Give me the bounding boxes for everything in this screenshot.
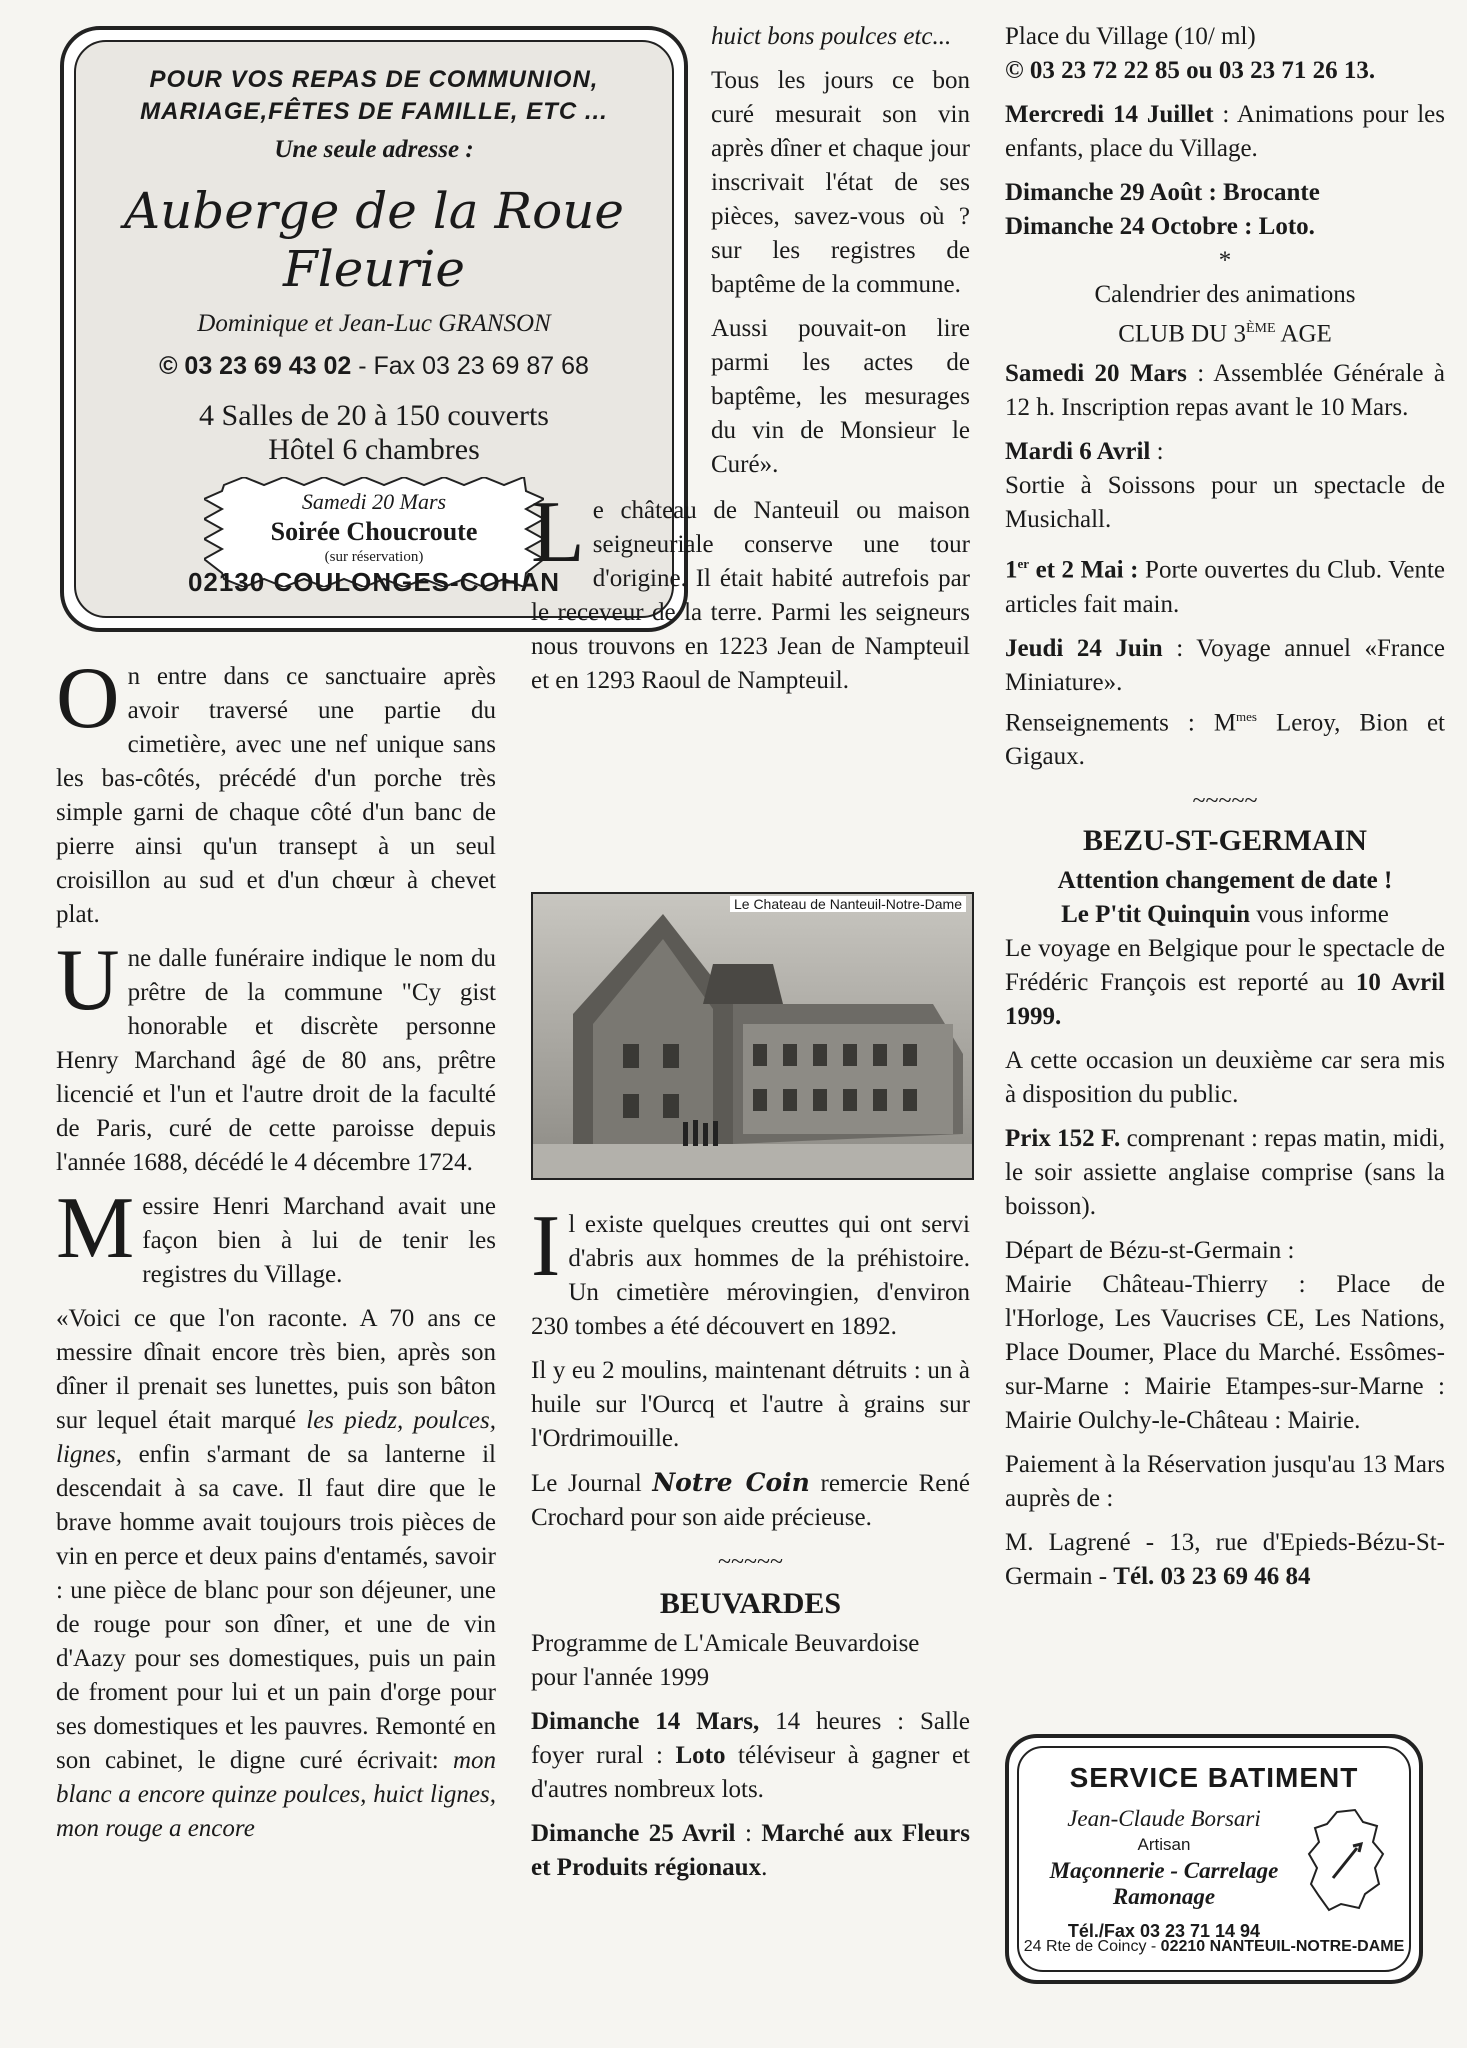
club-renseignements: [1005, 700, 1445, 774]
club-event-1: [1005, 357, 1445, 425]
event-note: (sur réservation): [324, 549, 424, 565]
auberge-rooms-line-2: Hôtel 6 chambres: [268, 433, 480, 466]
artisan-role: Artisan: [1137, 1835, 1191, 1854]
text-run: Leroy, Bion et Gigaux.: [1005, 708, 1446, 770]
programme-intro: Programme de L'Amicale Beuvardoise pour l'année 1999: [531, 1630, 920, 1691]
superscript: mes: [1236, 708, 1257, 724]
event-date: Mercredi 14 Juillet: [1005, 101, 1214, 128]
event-title: Soirée Choucroute: [270, 517, 478, 546]
event-date: Dimanche 14 Mars,: [531, 1708, 760, 1735]
auberge-name: Auberge de la Roue Fleurie: [123, 182, 625, 298]
service-2: Ramonage: [1112, 1884, 1216, 1909]
text-run: 24 Rte de Coincy -: [1023, 1938, 1161, 1955]
event-date: Samedi 20 Mars: [301, 489, 447, 514]
heading-beuvardes: BEUVARDES: [659, 1587, 842, 1620]
text-run: :: [1150, 438, 1164, 466]
batiment-details: [1029, 1806, 1299, 1944]
event-date: Mardi 6 Avril: [1005, 438, 1151, 466]
text-run: «Voici ce que l'on raconte. A 70 ans ce messire dînait encore très bien, après son dîner il prenait ses lunettes, puis son bâton sur lequel était marqué: [56, 1305, 496, 1434]
deuxieme-car: A cette occasion un deuxième car sera mis à disposition du public.: [1005, 1046, 1445, 1108]
heading-bezu: BEZU-ST-GERMAIN: [1083, 823, 1367, 857]
payment-info: Paiement à la Réservation jusqu'au 13 Mars auprès de :: [1005, 1450, 1445, 1512]
price-value: Prix 152 F.: [1005, 1124, 1121, 1152]
event-date: 1: [1005, 556, 1018, 584]
contact-phone: Tél. 03 23 69 46 84: [1113, 1562, 1311, 1590]
departure-list: Mairie Château-Thierry : Place de l'Horloge, Les Vaucrises CE, Les Nations, Place Doumer, Place du Marché. Essômes-sur-Marne : Mairie Etampes-sur-Marne : Mairie Oulchy-le-Château : Mairie.: [1005, 1270, 1445, 1434]
separator-star: *: [1218, 247, 1232, 274]
drop-cap: L: [531, 484, 585, 581]
voyage-belgique: [1005, 932, 1445, 1034]
batiment-address: [1019, 1938, 1409, 1956]
journal-name: Notre Coin: [652, 1468, 810, 1497]
departure-title: Départ de Bézu-st-Germain :: [1005, 1236, 1295, 1264]
map-region-icon: [1307, 1808, 1387, 1913]
event-marche: [531, 1817, 970, 1885]
text-bold: 02210 NANTEUIL-NOTRE-DAME: [1160, 1938, 1405, 1955]
paragraph-text: e château de Nanteuil ou maison seigneuriale conserve une tour d'origine. Il était habité autrefois par le receveur de la terre. Parmi les seigneurs nous trouvons en 1223 Jean de Nampteuil et en 1293 Raoul de Nampteuil.: [531, 497, 970, 694]
paragraph-remerciements: [531, 1466, 970, 1535]
paragraph-messire: [56, 1180, 496, 1292]
auberge-rooms-line-1: 4 Salles de 20 à 150 couverts: [199, 399, 549, 432]
event-juillet: [1005, 98, 1445, 166]
paragraph-moulins: Il y eu 2 moulins, maintenant détruits : un à huile sur l'Ourcq et l'autre à grains sur l'Ordrimouille.: [531, 1357, 970, 1452]
calendar-title: Calendrier des animations: [1094, 281, 1356, 308]
column-3: [1005, 20, 1445, 1604]
paragraph-sanctuaire: [56, 650, 496, 932]
text-bold: Marché aux Fleurs et Produits régionaux: [531, 1820, 970, 1881]
auberge-fax: - Fax 03 23 69 87 68: [351, 352, 589, 380]
chateau-photo: [531, 892, 974, 1180]
text-run: : Animations pour les enfants, place du Village.: [1005, 101, 1445, 162]
text-run: :: [735, 1820, 762, 1847]
club-title: [1005, 312, 1445, 351]
text-run: Le Journal: [531, 1470, 653, 1497]
event-loto-octobre: Dimanche 24 Octobre : Loto.: [1005, 213, 1315, 240]
paragraph-text: ne dalle funéraire indique le nom du prêtre de la commune "Cy gist honorable et discrète personne Henry Marchand âgé de 80 ans, prêtre licencié et l'un et l'autre droit de la faculté de Paris, curé de cette paroisse depuis l'année 1688, décédé le 4 décembre 1724.: [56, 945, 496, 1176]
text-run: : Voyage annuel «France Miniature».: [1005, 634, 1445, 696]
photo-caption: Le Chateau de Nanteuil-Notre-Dame: [730, 896, 966, 912]
event-date: Dimanche 25 Avril: [531, 1820, 736, 1847]
text-italic: les piedz, poulces, lignes,: [56, 1407, 496, 1468]
paragraph-continuation: huict bons poulces etc...: [711, 23, 952, 50]
paragraph-anecdote: [56, 1302, 496, 1846]
column-2: [531, 20, 970, 708]
drop-cap: M: [56, 1180, 135, 1277]
batiment-ad-inner: [1017, 1746, 1411, 1972]
phone-numbers: © 03 23 72 22 85 ou 03 23 71 26 13.: [1005, 57, 1376, 84]
column-2-bottom: [531, 1198, 971, 1895]
paragraph-text: essire Henri Marchand avait une façon bien à lui de tenir les registres du Village.: [142, 1193, 496, 1288]
column-1: [56, 650, 496, 1856]
paragraph-text: n entre dans ce sanctuaire après avoir traversé une partie du cimetière, avec une nef unique sans les bas-côtés, précédé d'un porche très simple garni de chaque côté d'un banc de pierre ainsi qu'un transept à un seul croisillon au sud et d'un chœur à chevet plat.: [56, 663, 496, 928]
drop-cap: I: [531, 1198, 561, 1295]
batiment-title: SERVICE BATIMENT: [1069, 1762, 1359, 1793]
ad-headline-line-1: POUR VOS REPAS DE COMMUNION,: [149, 66, 599, 93]
contact: [1005, 1526, 1445, 1594]
auberge-address: 02130 COULONGES-COHAN: [187, 567, 561, 597]
paragraph-cure: Tous les jours ce bon curé mesurait son vin après dîner et chaque jour inscrivait l'état de ses pièces, savez-vous où ? sur les registres de baptême de la commune.: [711, 67, 970, 298]
paragraph-text: l existe quelques creuttes qui ont servi d'abris aux hommes de la préhistoire. Un cimetière mérovingien, d'environ 230 tombes a été découvert en 1892.: [531, 1211, 970, 1340]
separator: ~~~~~: [718, 1549, 783, 1575]
price: [1005, 1122, 1445, 1224]
attention-notice: Attention changement de date !: [1057, 866, 1393, 894]
text-run: CLUB DU 3: [1118, 320, 1246, 348]
drop-cap: U: [56, 932, 120, 1029]
text-italic: mon blanc a encore quinze poulces, huict lignes, mon rouge a encore: [56, 1747, 496, 1842]
paragraph-dalle: [56, 932, 496, 1180]
event-date: Samedi 20 Mars: [1005, 360, 1187, 388]
event-loto: [531, 1705, 970, 1807]
org-name: Le P'tit Quinquin: [1061, 900, 1251, 928]
text-run: AGE: [1275, 320, 1332, 348]
club-event-2-date: [1005, 435, 1445, 469]
separator: ~~~~~: [1192, 787, 1258, 814]
text-run: 14 heures : Salle foyer rural :: [531, 1708, 971, 1769]
club-event-4: [1005, 632, 1445, 700]
artisan-name: Jean-Claude Borsari: [1067, 1806, 1261, 1831]
ad-headline-line-2: MARIAGE,FÊTES DE FAMILLE, ETC ...: [140, 98, 608, 125]
place-village: Place du Village (10/ ml): [1005, 23, 1256, 50]
text-bold: Loto: [675, 1742, 726, 1769]
text-run: .: [761, 1854, 768, 1881]
batiment-advertisement: [1005, 1734, 1423, 1984]
column-2-top: [711, 20, 970, 482]
event-brocante: Dimanche 29 Août : Brocante: [1005, 179, 1320, 206]
text-run: remercie René Crochard pour son aide précieuse.: [531, 1470, 971, 1531]
paragraph-registres: Aussi pouvait-on lire parmi les actes de baptême, les mesurages du vin de Monsieur le Curé».: [711, 315, 970, 478]
chateau-image: [533, 894, 972, 1178]
text-run: téléviseur à gagner et d'autres nombreux lots.: [531, 1742, 970, 1803]
text-run: M. Lagrené - 13, rue d'Epieds-Bézu-St-Germain -: [1005, 1528, 1445, 1590]
event-date: Jeudi 24 Juin: [1005, 634, 1163, 662]
text-run: : Assemblée Générale à 12 h. Inscription repas avant le 10 Mars.: [1005, 360, 1445, 422]
auberge-owners: Dominique et Jean-Luc GRANSON: [197, 310, 551, 337]
text-run: vous informe: [1250, 900, 1389, 928]
auberge-phone: © 03 23 69 43 02: [159, 352, 352, 380]
new-date: 10 Avril 1999.: [1005, 968, 1445, 1030]
paragraph-chateau: [531, 484, 970, 698]
superscript: ÈME: [1245, 321, 1276, 336]
text-run: Renseignements : M: [1005, 708, 1237, 736]
superscript: er: [1017, 556, 1030, 572]
text-run: Porte ouvertes du Club. Vente articles fait main.: [1005, 556, 1445, 618]
batiment-phone: Tél./Fax 03 23 71 14 94: [1067, 1921, 1261, 1941]
ptit-quinquin: [1005, 898, 1445, 932]
text-run: Le voyage en Belgique pour le spectacle de Frédéric François est reporté au: [1005, 934, 1445, 996]
paragraph-creuttes: [531, 1198, 970, 1344]
club-event-2: Sortie à Soissons pour un spectacle de Musichall.: [1005, 472, 1445, 534]
club-event-3: [1005, 547, 1445, 621]
event-date: et 2 Mai :: [1029, 556, 1139, 584]
drop-cap: O: [56, 650, 120, 747]
text-run: comprenant : repas matin, midi, le soir assiette anglaise comprise (sans la boisson).: [1005, 1124, 1445, 1220]
text-run: enfin s'armant de sa lanterne il descendait à sa cave. Il faut dire que le brave homme avait toujours trois pièces de vin en perce et deux pains d'entamés, savoir : une pièce de blanc pour son déjeuner, une de rouge pour son dîner, et une de vin d'Aazy pour ses domestiques, puis un pain de froment pour lui et un pain d'orge pour ses domestiques et les pauvres. Remonté en son cabinet, le digne curé écrivait:: [56, 1441, 496, 1774]
service-1: Maçonnerie - Carrelage: [1049, 1858, 1279, 1883]
ad-tagline: Une seule adresse :: [274, 136, 474, 163]
